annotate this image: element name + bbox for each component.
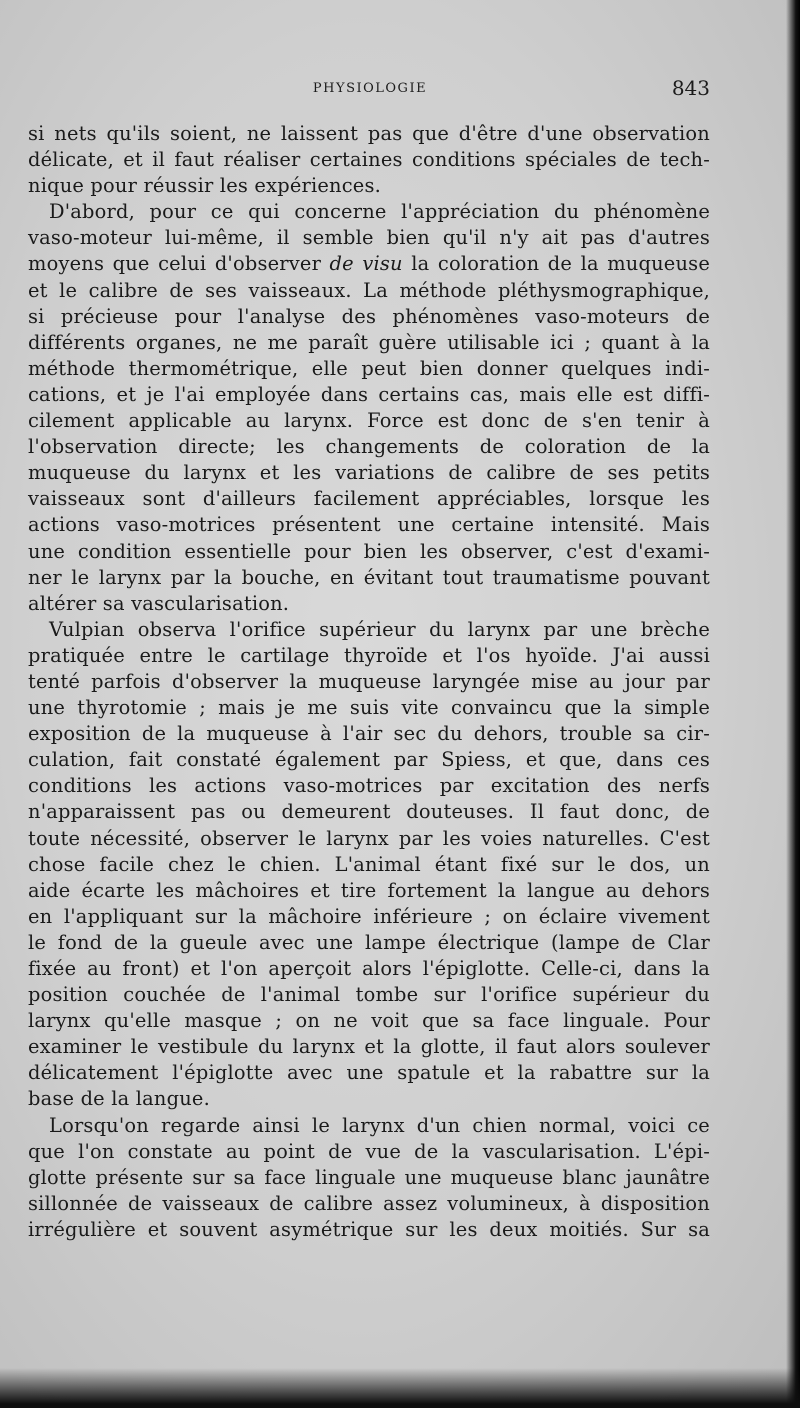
text-line: vaisseaux sont d'ailleurs facilement appréciables, lorsque les [28,487,710,511]
page-bottom-shadow [0,1368,800,1408]
text-line: glotte présente sur sa face linguale une muqueuse blanc jaunâtre [28,1165,710,1189]
text-line: fixée au front) et l'on aperçoit alors l'épiglotte. Celle-ci, dans la [28,957,710,980]
text-line: cations, et je l'ai employée dans certains cas, mais elle est diffi- [28,382,710,406]
text-line-with-italic [28,251,710,277]
text-line: pratiquée entre le cartilage thyroïde et l'os hyoïde. J'ai aussi [28,643,710,667]
text-line: ner le larynx par la bouche, en évitant tout traumatisme pouvant [28,565,710,589]
text-line: le fond de la gueule avec une lampe électrique (lampe de Clar [28,930,710,954]
text-line: chose facile chez le chien. L'animal étant fixé sur le dos, un [28,852,710,876]
text-line: D'abord, pour ce qui concerne l'appréciation du phénomène [49,200,710,224]
text-line: Vulpian observa l'orifice supérieur du larynx par une brèche [49,617,710,641]
text-line: muqueuse du larynx et les variations de calibre de ses petits [28,461,710,485]
text-line: actions vaso-motrices présentent une certaine intensité. Mais [28,513,710,537]
text-line: nique pour réussir les expériences. [28,174,381,198]
body-text [28,121,710,1243]
text-line: une thyrotomie ; mais je me suis vite convaincu que la simple [28,696,710,720]
paragraph-3 [28,617,710,1113]
page-edge-shadow [786,0,800,1408]
text-line: aide écarte les mâchoires et tire fortement la langue au dehors [28,878,710,902]
text-line: méthode thermométrique, elle peut bien donner quelques indi- [28,356,710,380]
running-head [30,76,710,102]
text-run: la coloration de la muqueuse [402,252,710,276]
text-line: Lorsqu'on regarde ainsi le larynx d'un chien normal, voici ce [49,1113,710,1137]
text-line: larynx qu'elle masque ; on ne voit que sa face linguale. Pour [28,1009,710,1033]
text-line: une condition essentielle pour bien les observer, c'est d'exami- [28,539,710,563]
running-title: PHYSIOLOGIE [312,81,428,96]
text-line: si nets qu'ils soient, ne laissent pas que d'être d'une observation [28,122,710,145]
text-line: sillonnée de vaisseaux de calibre assez volumineux, à disposition [28,1191,710,1215]
paragraph-2 [28,199,710,617]
text-line: cilement applicable au larynx. Force est donc de s'en tenir à [28,409,710,433]
text-line: délicatement l'épiglotte avec une spatule et la rabattre sur la [28,1061,710,1085]
page-number: 843 [671,76,710,100]
text-line: altérer sa vascularisation. [28,591,290,615]
text-line: toute nécessité, observer le larynx par les voies naturelles. C'est [28,826,710,850]
text-line: tenté parfois d'observer la muqueuse laryngée mise au jour par [28,669,710,693]
paragraph-1 [28,121,710,199]
text-line: conditions les actions vaso-motrices par excitation des nerfs [28,774,710,798]
text-line: l'observation directe; les changements de coloration de la [28,435,710,459]
text-line: base de la langue. [28,1087,210,1111]
italic-phrase: de visu [329,252,403,276]
text-line: si précieuse pour l'analyse des phénomènes vaso-moteurs de [28,304,710,328]
text-run: moyens que celui d'observer [28,252,330,276]
text-line: position couchée de l'animal tombe sur l'orifice supérieur du [28,983,710,1007]
text-line: vaso-moteur lui-même, il semble bien qu'il n'y ait pas d'autres [28,226,710,250]
text-line: délicate, et il faut réaliser certaines conditions spéciales de tech- [28,148,710,172]
text-line: en l'appliquant sur la mâchoire inférieure ; on éclaire vivement [28,904,710,928]
text-line: exposition de la muqueuse à l'air sec du dehors, trouble sa cir- [28,722,710,746]
text-line: différents organes, ne me paraît guère utilisable ici ; quant à la [28,330,710,354]
paragraph-4 [28,1113,710,1243]
text-line: culation, fait constaté également par Spiess, et que, dans ces [28,748,710,772]
text-line: et le calibre de ses vaisseaux. La méthode pléthysmographique, [28,278,710,302]
text-line: examiner le vestibule du larynx et la glotte, il faut alors soulever [28,1035,710,1059]
text-line: irrégulière et souvent asymétrique sur les deux moitiés. Sur sa [28,1217,710,1241]
text-line: que l'on constate au point de vue de la vascularisation. L'épi- [28,1139,710,1163]
text-line: n'apparaissent pas ou demeurent douteuses. Il faut donc, de [28,800,710,824]
